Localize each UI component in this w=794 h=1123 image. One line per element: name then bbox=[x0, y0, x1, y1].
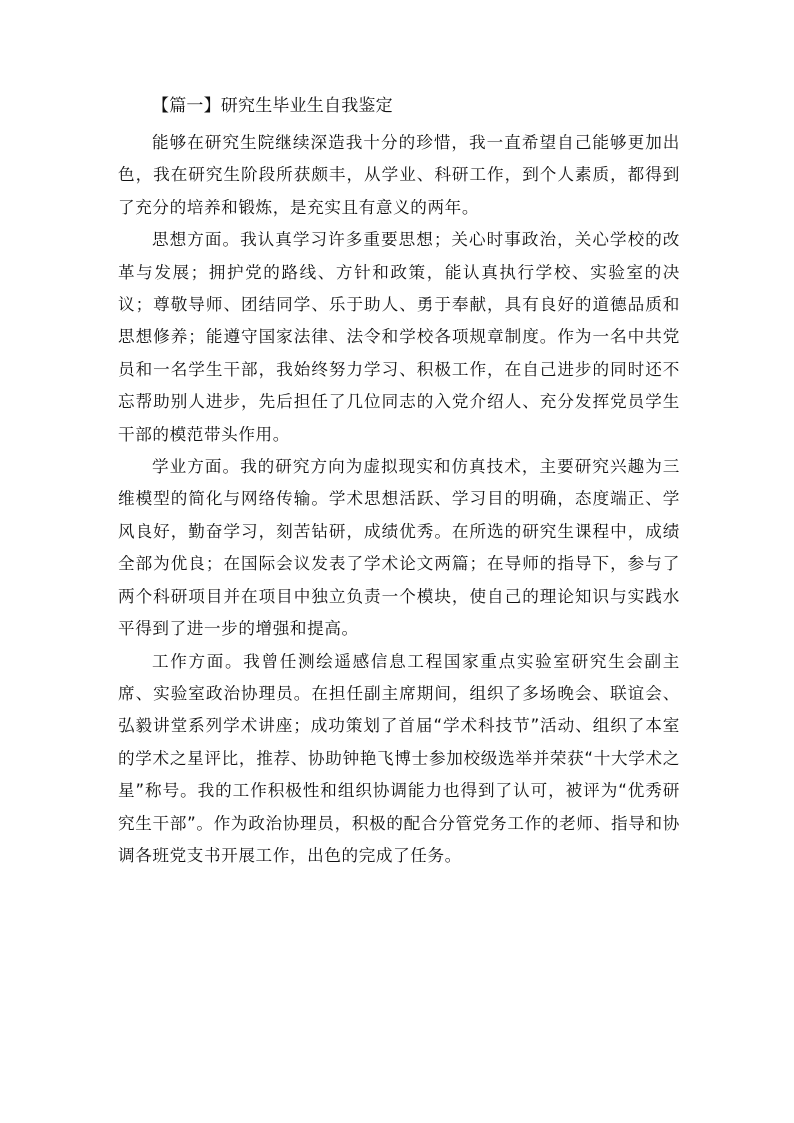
paragraph-academics: 学业方面。我的研究方向为虚拟现实和仿真技术，主要研究兴趣为三维模型的简化与网络传输。学术思想活跃、学习目的明确，态度端正、学风良好，勤奋学习，刻苦钻研，成绩优秀。在所选的研究生课程中，成绩全部为优良；在国际会议发表了学术论文两篇；在导师的指导下，参与了两个科研项目并在项目中独立负责一个模块，使自己的理论知识与实践水平得到了进一步的增强和提高。 bbox=[118, 457, 680, 639]
document-title: 【篇一】研究生毕业生自我鉴定 bbox=[152, 96, 393, 116]
paragraph-work: 工作方面。我曾任测绘遥感信息工程国家重点实验室研究生会副主席、实验室政治协理员。在担任副主席期间，组织了多场晚会、联谊会、弘毅讲堂系列学术讲座；成功策划了首届“学术科技节”活动、组织了本室的学术之星评比，推荐、协助钟艳飞博士参加校级选举并荣获“十大学术之星”称号。我的工作积极性和组织协调能力也得到了认可，被评为“优秀研究生干部”。作为政治协理员，积极的配合分管党务工作的老师、指导和协调各班党支书开展工作，出色的完成了任务。 bbox=[118, 651, 680, 865]
paragraph-intro: 能够在研究生院继续深造我十分的珍惜，我一直希望自己能够更加出色，我在研究生阶段所获颇丰，从学业、科研工作，到个人素质，都得到了充分的培养和锻炼，是充实且有意义的两年。 bbox=[118, 133, 680, 217]
paragraph-ideology: 思想方面。我认真学习许多重要思想；关心时事政治，关心学校的改革与发展；拥护党的路线、方针和政策，能认真执行学校、实验室的决议；尊敬导师、团结同学、乐于助人、勇于奉献，具有良好的道德品质和思想修养；能遵守国家法律、法令和学校各项规章制度。作为一名中共党员和一名学生干部，我始终努力学习、积极工作，在自己进步的同时还不忘帮助别人进步，先后担任了几位同志的入党介绍人、充分发挥党员学生干部的模范带头作用。 bbox=[118, 230, 680, 444]
document-page bbox=[118, 92, 680, 872]
